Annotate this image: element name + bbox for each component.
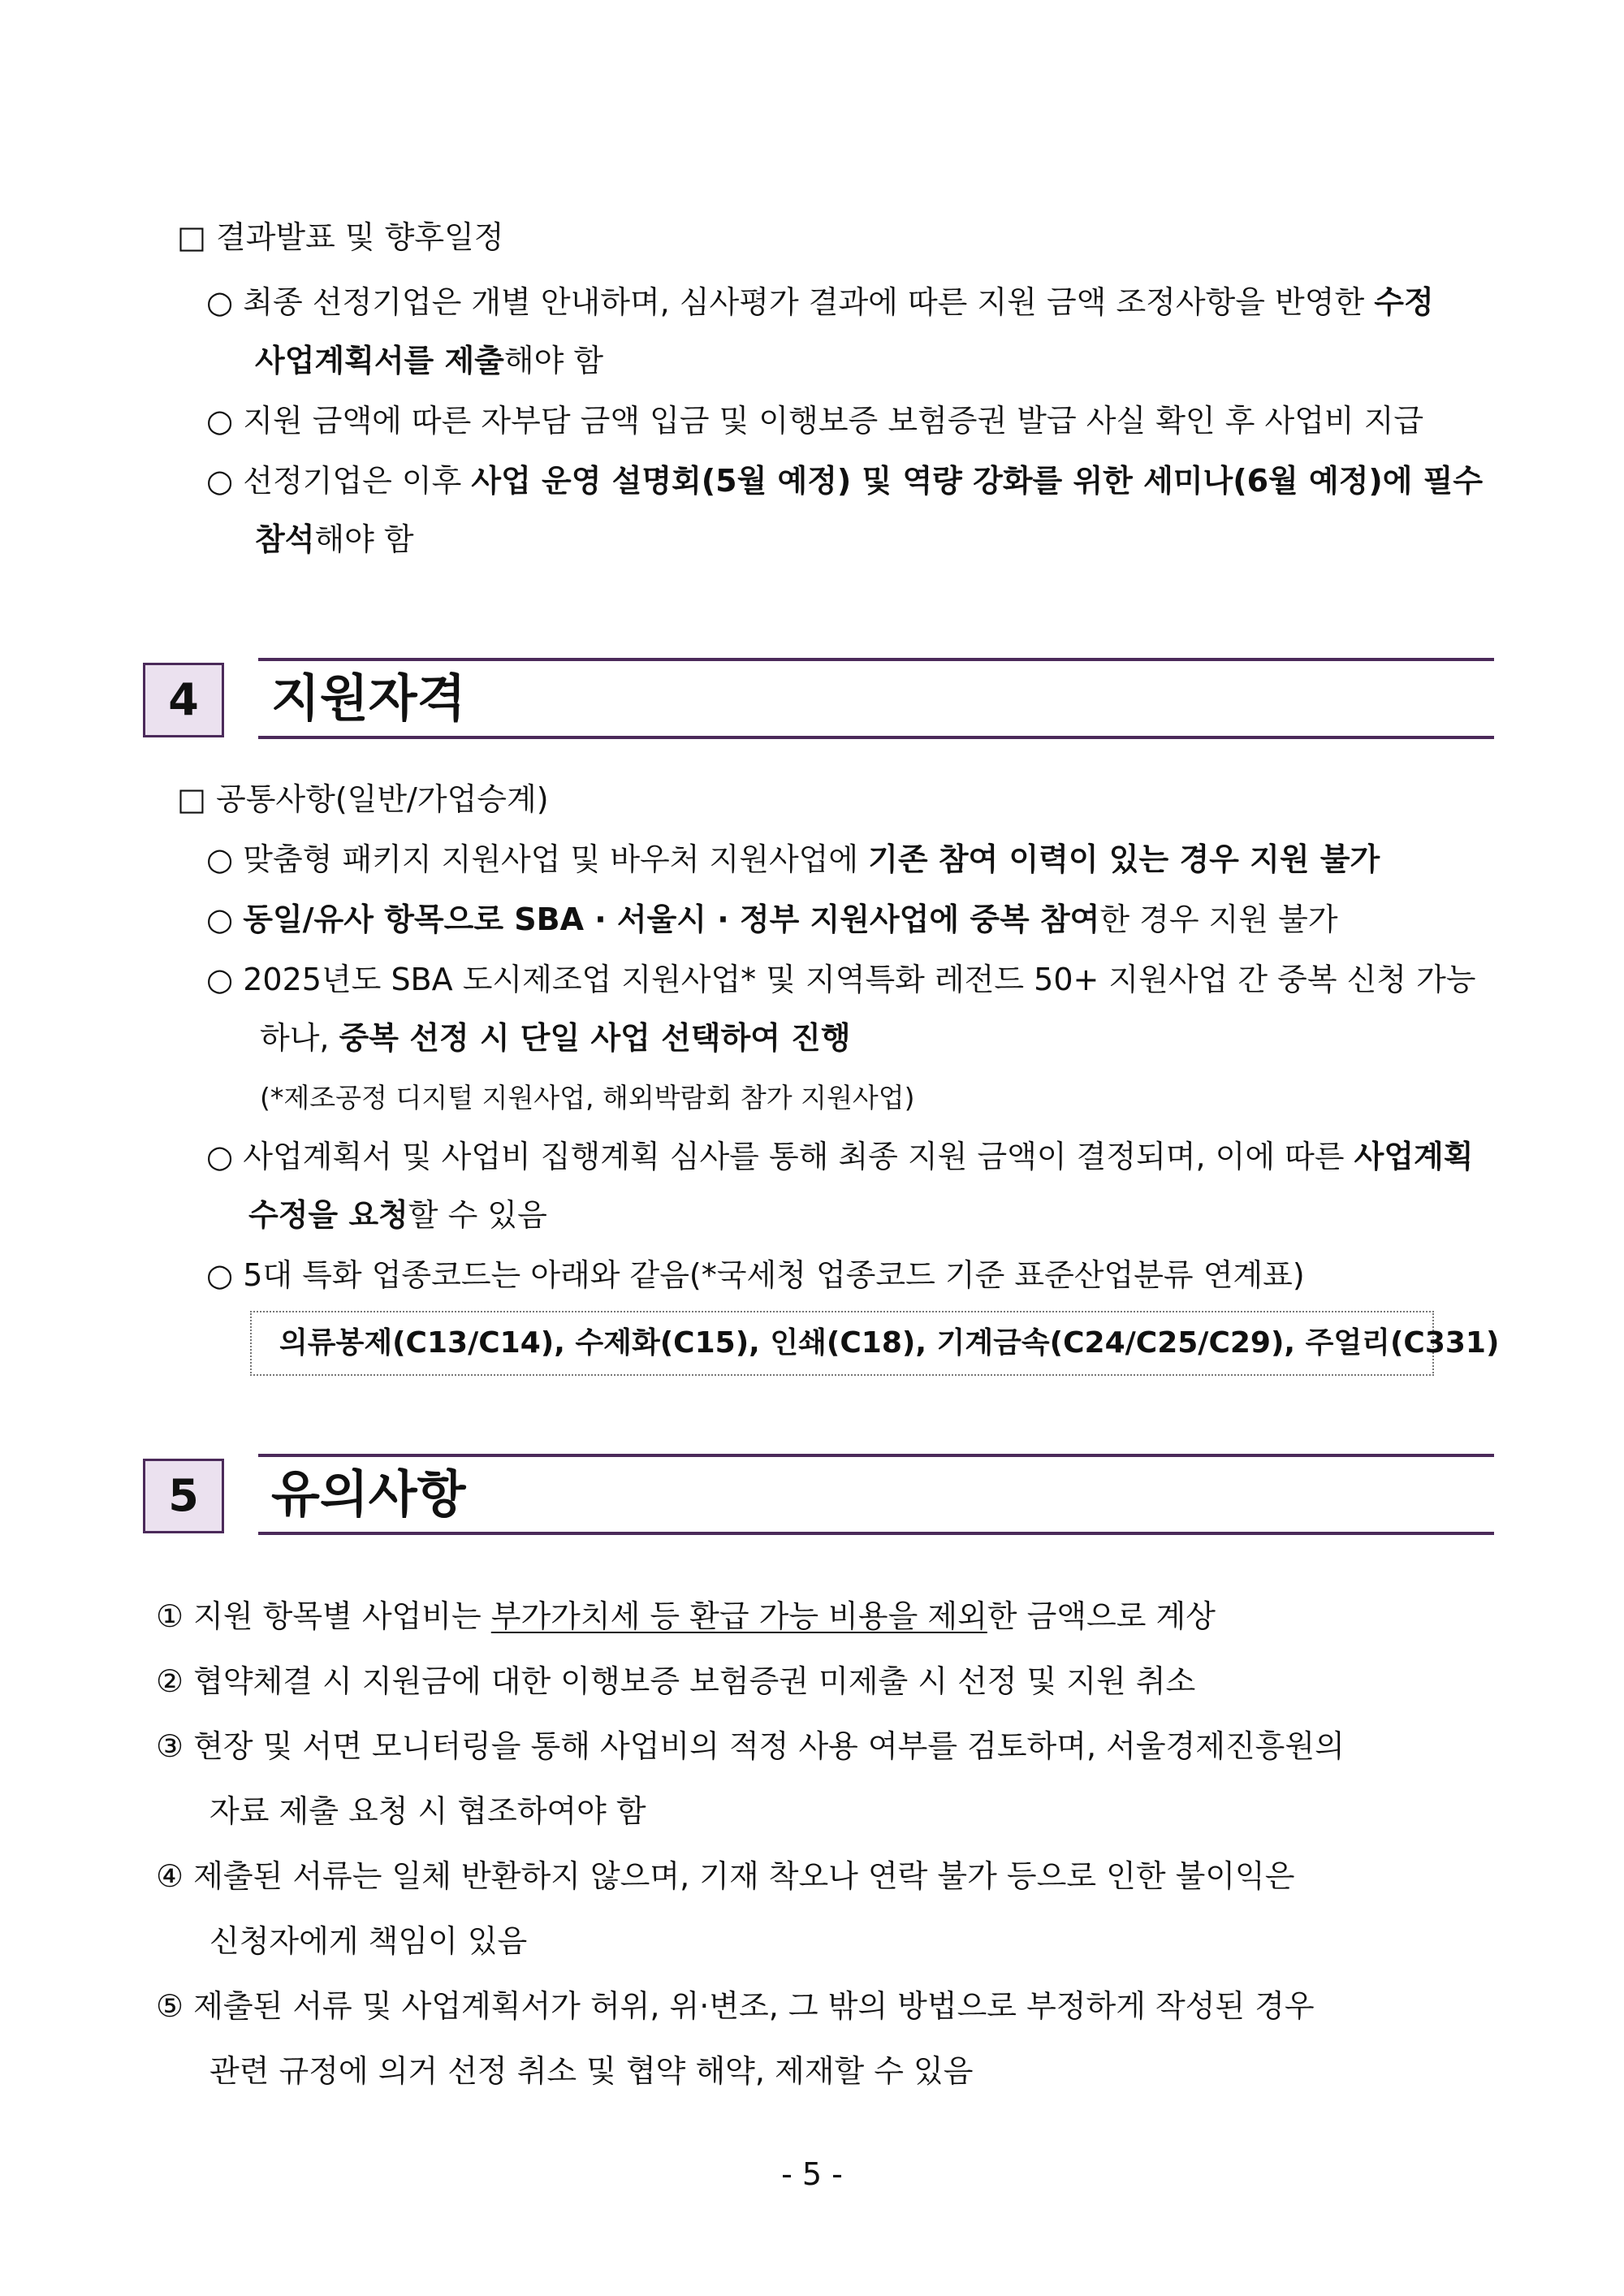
schedule-bullet-1-line-1: ○ 최종 선정기업은 개별 안내하며, 심사평가 결과에 따른 지원 금액 조정사항을 반영한 수정	[206, 284, 1434, 320]
notice-item-5-line-1: ⑤ 제출된 서류 및 사업계획서가 허위, 위·변조, 그 밖의 방법으로 부정하게 작성된 경우	[156, 1988, 1315, 2024]
notice-item-3-line-2: 자료 제출 요청 시 협조하여야 함	[209, 1793, 646, 1829]
eligibility-bullet-5: ○ 5대 특화 업종코드는 아래와 같음(*국세청 업종코드 기준 표준산업분류 연계표)	[206, 1257, 1305, 1293]
section-5-title: 유의사항	[271, 1464, 466, 1524]
section-5-rule-bottom	[258, 1532, 1494, 1535]
eligibility-bullet-4-line-1: ○ 사업계획서 및 사업비 집행계획 심사를 통해 최종 지원 금액이 결정되며, 이에 따른 사업계획	[206, 1139, 1474, 1174]
notice-item-1: ① 지원 항목별 사업비는 부가가치세 등 환급 가능 비용을 제외한 금액으로 계상	[156, 1598, 1216, 1634]
notice-item-4-line-2: 신청자에게 책임이 있음	[209, 1923, 528, 1959]
schedule-heading: □ 결과발표 및 향후일정	[177, 219, 504, 255]
page-number: - 5 -	[781, 2156, 843, 2192]
notice-item-3-line-1: ③ 현장 및 서면 모니터링을 통해 사업비의 적정 사용 여부를 검토하며, 서울경제진흥원의	[156, 1728, 1345, 1764]
notice-item-4-line-1: ④ 제출된 서류는 일체 반환하지 않으며, 기재 착오나 연락 불가 등으로 인한 불이익은	[156, 1858, 1295, 1894]
eligibility-bullet-3-line-1: ○ 2025년도 SBA 도시제조업 지원사업* 및 지역특화 레전드 50+ 지원사업 간 중복 신청 가능	[206, 962, 1476, 997]
industry-codes-box: 의류봉제(C13/C14), 수제화(C15), 인쇄(C18), 기계금속(C24/C25/C29), 주얼리(C331)	[250, 1311, 1434, 1376]
notice-item-2: ② 협약체결 시 지원금에 대한 이행보증 보험증권 미제출 시 선정 및 지원 취소	[156, 1663, 1196, 1699]
schedule-bullet-3-line-1: ○ 선정기업은 이후 사업 운영 설명회(5월 예정) 및 역량 강화를 위한 세미나(6월 예정)에 필수	[206, 463, 1484, 499]
eligibility-bullet-4-line-2: 수정을 요청할 수 있음	[248, 1197, 547, 1233]
eligibility-bullet-3-line-2: 하나, 중복 선정 시 단일 사업 선택하여 진행	[260, 1020, 851, 1056]
section-5-number: 5	[143, 1459, 224, 1533]
notice-item-5-line-2: 관련 규정에 의거 선정 취소 및 협약 해약, 제재할 수 있음	[209, 2053, 974, 2089]
schedule-bullet-3-line-2: 참석해야 함	[255, 521, 414, 557]
eligibility-bullet-2: ○ 동일/유사 항목으로 SBA · 서울시 · 정부 지원사업에 중복 참여한 경우 지원 불가	[206, 902, 1338, 937]
eligibility-heading: □ 공통사항(일반/가업승계)	[177, 781, 549, 817]
schedule-bullet-1-line-2: 사업계획서를 제출해야 함	[255, 343, 604, 378]
section-4-number: 4	[143, 663, 224, 737]
section-4-rule-bottom	[258, 736, 1494, 739]
section-5-rule-top	[258, 1454, 1494, 1457]
eligibility-bullet-3-note: (*제조공정 디지털 지원사업, 해외박람회 참가 지원사업)	[260, 1082, 915, 1113]
section-4-rule-top	[258, 658, 1494, 661]
eligibility-bullet-1: ○ 맞춤형 패키지 지원사업 및 바우처 지원사업에 기존 참여 이력이 있는 경우 지원 불가	[206, 841, 1380, 877]
section-4-title: 지원자격	[271, 668, 466, 728]
schedule-bullet-2: ○ 지원 금액에 따른 자부담 금액 입금 및 이행보증 보험증권 발급 사실 확인 후 사업비 지급	[206, 403, 1424, 439]
